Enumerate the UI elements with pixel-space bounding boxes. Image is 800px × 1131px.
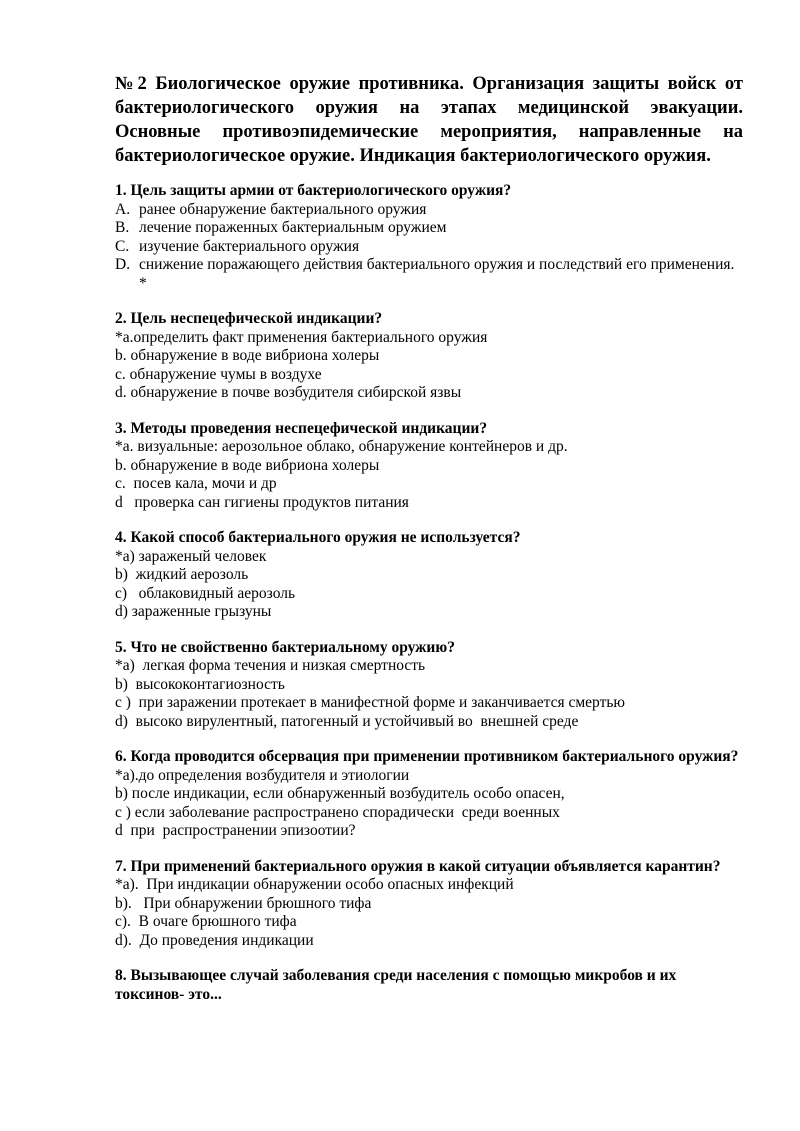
option-c: c ) если заболевание распространено спорадически среди военных (115, 803, 560, 821)
option-b: b. обнаружение в воде вибриона холеры (115, 347, 380, 364)
option-d: d) зараженные грызуны (115, 603, 272, 620)
option-letter: A. (115, 200, 131, 218)
option-c (115, 238, 743, 257)
option-a: *a) зараженый человек (115, 547, 267, 565)
option-c: c). В очаге брюшного тифа (115, 913, 297, 930)
question-4 (115, 529, 743, 622)
question-8 (115, 967, 743, 1004)
question-text: 1. Цель защиты армии от бактериологического оружия? (115, 182, 512, 199)
option-letter: C. (115, 237, 130, 255)
option-text: снижение поражающего действия бактериального оружия и последствий его применения. * (139, 256, 735, 292)
option-b: b) после индикации, если обнаруженный возбудитель особо опасен, (115, 785, 565, 802)
option-b: b) высококонтагиозность (115, 675, 285, 693)
option-c: c) облаковидный аерозоль (115, 584, 296, 602)
option-b: b) жидкий аерозоль (115, 566, 249, 583)
options-list (115, 438, 743, 512)
question-3 (115, 420, 743, 513)
question-1 (115, 182, 743, 293)
question-text: 4. Какой способ бактериального оружия не используется? (115, 529, 521, 546)
question-text: 7. При применений бактериального оружия в какой ситуации объявляется карантин? (115, 857, 721, 875)
option-text: лечение пораженных бактериальным оружием (139, 219, 447, 236)
option-a: *a). При индикации обнаружении особо опасных инфекций (115, 876, 514, 893)
option-a (115, 201, 743, 220)
option-letter: D. (115, 256, 131, 273)
option-c: c ) при заражении протекает в манифестной форме и заканчивается смертью (115, 694, 626, 711)
question-text: 8. Вызывающее случай заболевания среди населения с помощью микробов и их токсинов- это... (115, 967, 677, 1003)
option-c: c. посев кала, мочи и др (115, 475, 277, 492)
option-b: b). При обнаружении брюшного тифа (115, 894, 372, 912)
option-d: d) высоко вирулентный, патогенный и устойчивый во внешней среде (115, 712, 579, 730)
question-text: 2. Цель неспецефической индикации? (115, 310, 383, 327)
option-c: c. обнаружение чумы в воздухе (115, 365, 322, 383)
document-content (115, 72, 743, 1021)
option-letter: B. (115, 219, 130, 236)
question-text: 3. Методы проведения неспецефической индикации? (115, 419, 488, 437)
option-d: d. обнаружение в почве возбудителя сибирской язвы (115, 384, 462, 401)
options-list (115, 201, 743, 294)
question-6 (115, 748, 743, 841)
option-a: *a) легкая форма течения и низкая смертность (115, 657, 426, 674)
question-text: 6. Когда проводится обсервация при применении противником бактериального оружия? (115, 748, 739, 765)
option-text: изучение бактериального оружия (139, 237, 360, 255)
option-b: b. обнаружение в воде вибриона холеры (115, 456, 380, 474)
options-list (115, 767, 743, 841)
option-b (115, 219, 743, 238)
option-a: *a.определить факт применения бактериального оружия (115, 328, 488, 346)
options-list (115, 548, 743, 622)
options-list (115, 876, 743, 950)
option-d (115, 256, 743, 293)
question-5 (115, 639, 743, 732)
option-a: *a. визуальные: аерозольное облако, обнаружение контейнеров и др. (115, 438, 568, 455)
document-title: №2 Биологическое оружие противника. Организация защиты войск от бактериологического оружия на этапах медицинской эвакуации. Основные противоэпидемические мероприятия, направленные на бактериологическое оружие. Индикация бактериологического оружия. (115, 74, 743, 166)
option-d: d проверка сан гигиены продуктов питания (115, 493, 409, 511)
option-d: d). До проведения индикации (115, 931, 314, 949)
option-d: d при распространении эпизоотии? (115, 822, 356, 839)
option-a: *a).до определения возбудителя и этиологии (115, 766, 410, 784)
options-list (115, 657, 743, 731)
options-list (115, 329, 743, 403)
question-2 (115, 310, 743, 403)
question-text: 5. Что не свойственно бактериальному оружию? (115, 638, 455, 656)
question-7 (115, 858, 743, 951)
option-text: ранее обнаружение бактериального оружия (139, 200, 427, 218)
